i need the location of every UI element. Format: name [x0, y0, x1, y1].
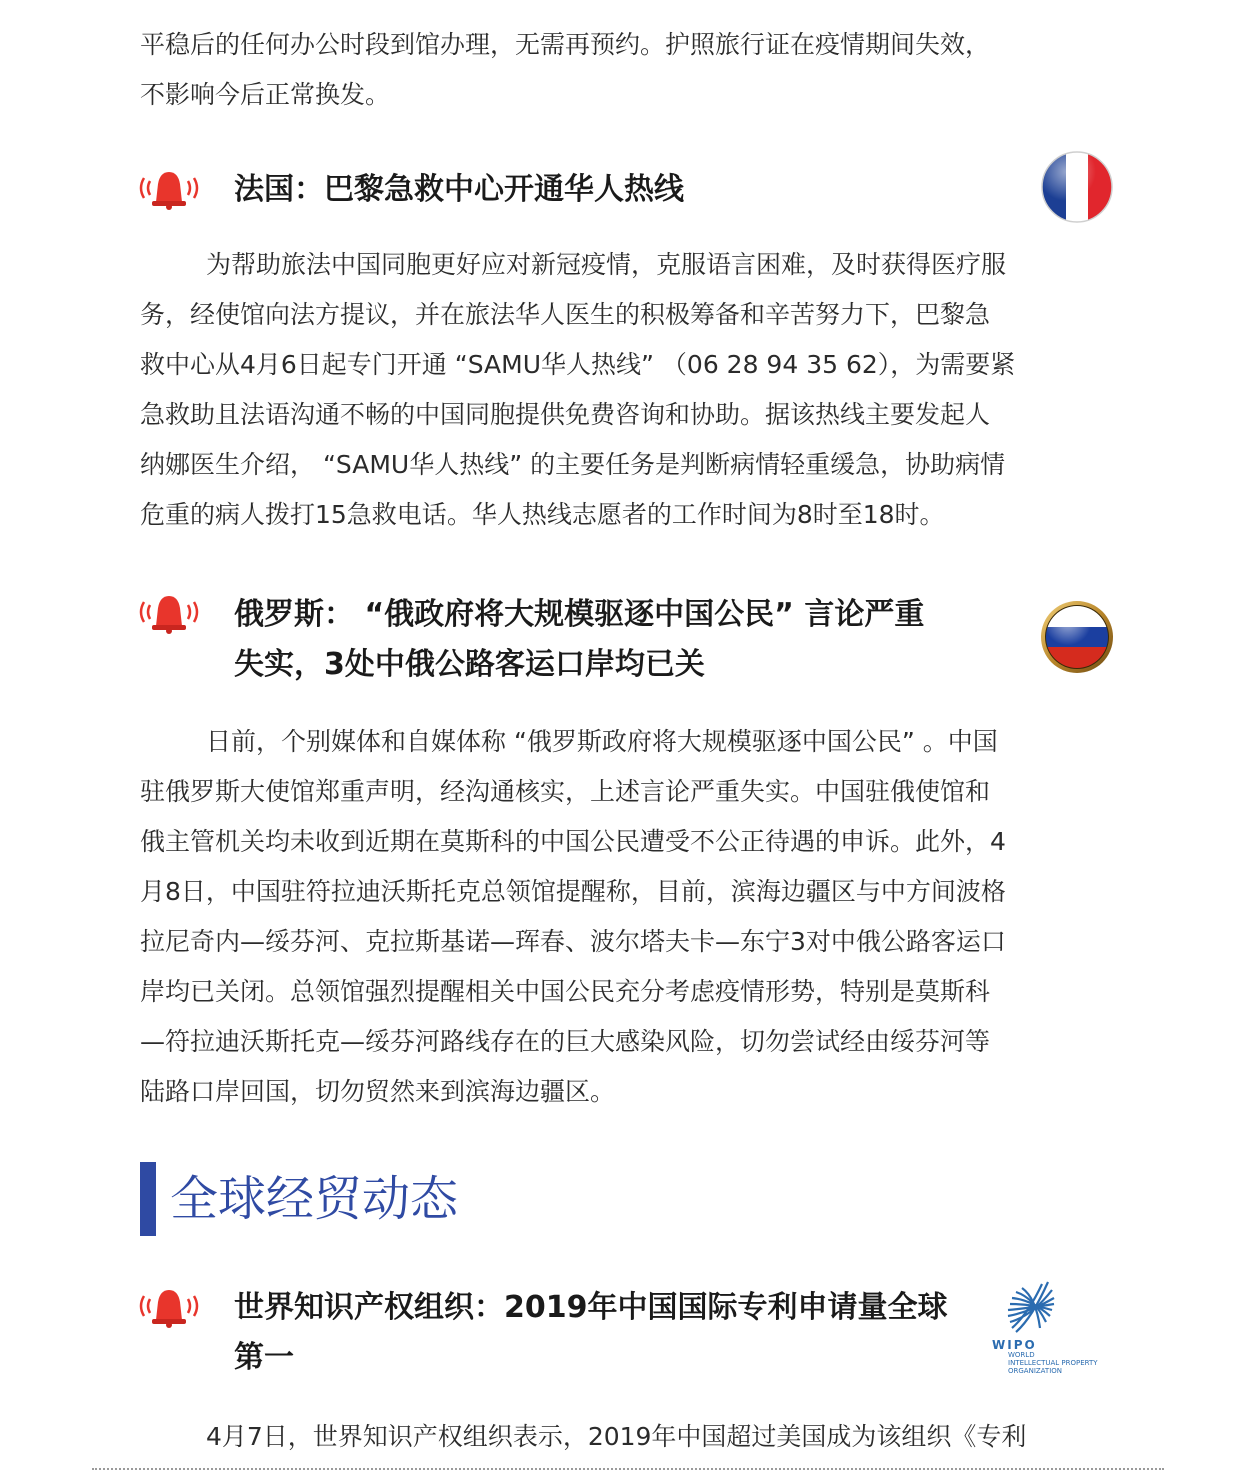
- wipo-line-1: WORLD: [1008, 1351, 1035, 1359]
- wipo-line: 4月7日，世界知识产权组织表示，2019年中国超过美国成为该组织《专利: [206, 1422, 1027, 1451]
- russia-line-2: 驻俄罗斯大使馆郑重声明，经沟通核实，上述言论严重失实。中国驻俄使馆和: [140, 777, 991, 806]
- france-line-3: 救中心从4月6日起专门开通 “SAMU华人热线” （06 28 94 35 62），为需要紧: [140, 350, 1016, 379]
- wipo-globe-icon: [1002, 1278, 1062, 1340]
- france-line-1: 为帮助旅法中国同胞更好应对新冠疫情，克服语言困难，及时获得医疗服: [206, 250, 1007, 279]
- wipo-heading-line-1: 世界知识产权组织：2019年中国国际专利申请量全球: [234, 1290, 948, 1325]
- wipo-paragraph: [140, 1412, 1102, 1462]
- wipo-abbr: WIPO: [992, 1338, 1037, 1352]
- russia-line-7: —符拉迪沃斯托克—绥芬河路线存在的巨大感染风险，切勿尝试经由绥芬河等: [140, 1027, 991, 1056]
- intro-line-2: 不影响今后正常换发。: [140, 80, 391, 109]
- russia-flag-icon: [1040, 600, 1114, 674]
- wipo-line-2: INTELLECTUAL PROPERTY: [1008, 1359, 1098, 1367]
- russia-line-6: 岸均已关闭。总领馆强烈提醒相关中国公民充分考虑疫情形势，特别是莫斯科: [140, 977, 991, 1006]
- russia-paragraph: [140, 717, 1102, 1117]
- france-line-4: 急救助且法语沟通不畅的中国同胞提供免费咨询和协助。据该热线主要发起人: [140, 400, 991, 429]
- russia-line-1: 日前，个别媒体和自媒体称 “俄罗斯政府将大规模驱逐中国公民” 。中国: [206, 727, 998, 756]
- intro-paragraph: [140, 20, 1102, 120]
- wipo-heading-line-2: 第一: [234, 1340, 294, 1375]
- wipo-logo: [990, 1278, 1112, 1380]
- france-line-5: 纳娜医生介绍， “SAMU华人热线” 的主要任务是判断病情轻重缓急，协助病情: [140, 450, 1006, 479]
- wipo-heading: [234, 1283, 994, 1383]
- russia-line-8: 陆路口岸回国，切勿贸然来到滨海边疆区。: [140, 1077, 616, 1106]
- france-line-6: 危重的病人拨打15急救电话。华人热线志愿者的工作时间为8时至18时。: [140, 500, 945, 529]
- alarm-bell-icon: [134, 590, 204, 634]
- section-title: 全球经贸动态: [170, 1171, 459, 1227]
- russia-line-5: 拉尼奇内—绥芬河、克拉斯基诺—珲春、波尔塔夫卡—东宁3对中俄公路客运口: [140, 927, 1006, 956]
- france-line-2: 务，经使馆向法方提议，并在旅法华人医生的积极筹备和辛苦努力下，巴黎急: [140, 300, 991, 329]
- dotted-divider: [92, 1468, 1164, 1470]
- russia-heading-line-1: 俄罗斯： “俄政府将大规模驱逐中国公民” 言论严重: [234, 597, 925, 632]
- russia-heading: [234, 590, 994, 690]
- wipo-line-3: ORGANIZATION: [1008, 1367, 1063, 1375]
- section-accent-bar: [140, 1162, 156, 1236]
- france-paragraph: [140, 240, 1102, 540]
- france-flag-icon: [1040, 150, 1114, 224]
- alarm-bell-icon: [134, 166, 204, 210]
- france-heading: 法国：巴黎急救中心开通华人热线: [234, 172, 684, 207]
- alarm-bell-icon: [134, 1284, 204, 1328]
- russia-line-3: 俄主管机关均未收到近期在莫斯科的中国公民遭受不公正待遇的申诉。此外，4: [140, 827, 1006, 856]
- russia-heading-line-2: 失实，3处中俄公路客运口岸均已关: [234, 647, 705, 682]
- intro-line-1: 平稳后的任何办公时段到馆办理，无需再预约。护照旅行证在疫情期间失效，: [140, 30, 991, 59]
- russia-line-4: 月8日，中国驻符拉迪沃斯托克总领馆提醒称，目前，滨海边疆区与中方间波格: [140, 877, 1006, 906]
